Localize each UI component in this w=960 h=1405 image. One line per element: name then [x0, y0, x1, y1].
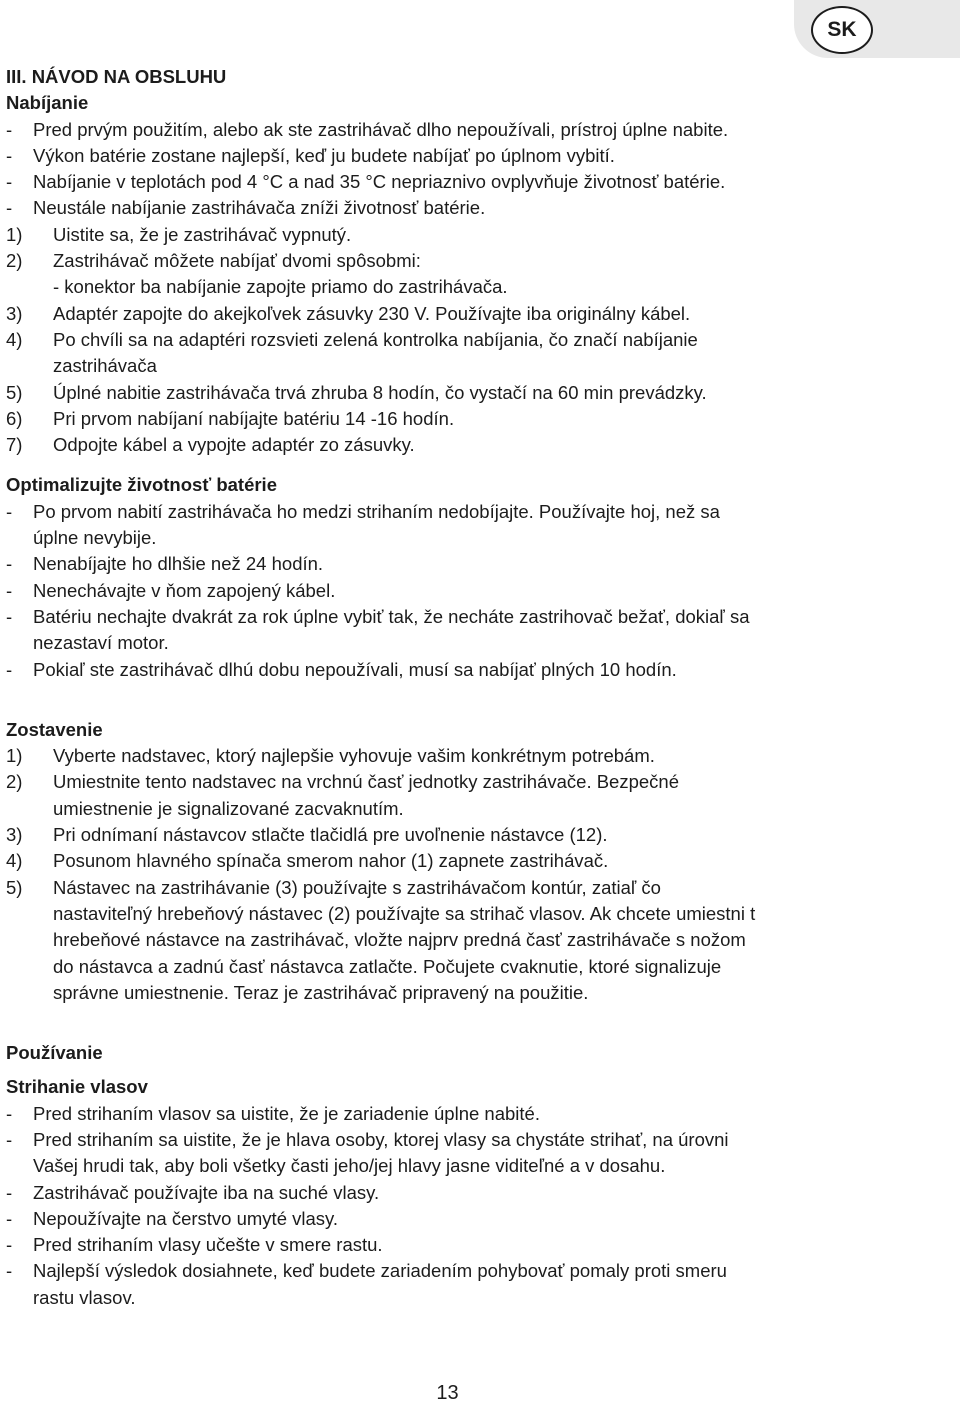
list-item: 5) Úplné nabitie zastrihávača trvá zhruba 8 hodín, čo vystačí na 60 min prevádzky.	[6, 381, 707, 403]
list-item: 3) Adaptér zapojte do akejkoľvek zásuvky 230 V. Používajte iba originálny kábel.	[6, 302, 691, 324]
list-item: 2) Umiestnite tento nadstavec na vrchnú časť jednotky zastrihávače. Bezpečné	[6, 771, 680, 793]
language-badge: SK	[811, 6, 873, 54]
list-item: - Nenabíjajte ho dlhšie než 24 hodín.	[6, 553, 324, 575]
list-item: 7) Odpojte kábel a vypojte adaptér zo zásuvky.	[6, 434, 415, 456]
list-item: 4) Posunom hlavného spínača smerom nahor (1) zapnete zastrihávač.	[6, 850, 609, 872]
list-item: - konektor ba nabíjanie zapojte priamo do zastrihávača.	[53, 276, 508, 298]
list-item: Vašej hrudi tak, aby boli všetky časti jeho/jej hlavy jasne viditeľné a v dosahu.	[33, 1155, 666, 1177]
section-title: III. NÁVOD NA OBSLUHU	[6, 66, 227, 87]
list-item: nezastaví motor.	[33, 632, 169, 654]
list-item: - Pred strihaním sa uistite, že je hlava osoby, ktorej vlasy sa chystáte strihať, na úrovni	[6, 1128, 729, 1150]
list-item: - Pred strihaním vlasov sa uistite, že je zariadenie úplne nabité.	[6, 1102, 540, 1124]
list-item: 3) Pri odnímaní nástavcov stlačte tlačidlá pre uvoľnenie nástavce (12).	[6, 824, 608, 846]
list-item: umiestnenie je signalizované zacvaknutím.	[53, 797, 404, 819]
list-item: - Nabíjanie v teplotách pod 4 °C a nad 35 °C nepriaznivo ovplyvňuje životnosť batérie.	[6, 171, 726, 193]
list-item: 1) Vyberte nadstavec, ktorý najlepšie vyhovuje vašim konkrétnym potrebám.	[6, 745, 655, 767]
list-item: - Neustále nabíjanie zastrihávača zníži životnosť batérie.	[6, 197, 486, 219]
list-item: do nástavca a zadnú časť nástavca zatlačte. Počujete cvaknutie, ktoré signalizuje	[53, 955, 722, 977]
list-item: správne umiestnenie. Teraz je zastrihávač pripravený na použitie.	[53, 981, 589, 1003]
list-item: - Zastrihávač používajte iba na suché vlasy.	[6, 1181, 380, 1203]
list-item: - Výkon batérie zostane najlepší, keď ju budete nabíjať po úplnom vybití.	[6, 144, 615, 166]
list-item: - Nenechávajte v ňom zapojený kábel.	[6, 579, 336, 601]
usage-subheading: Strihanie vlasov	[6, 1076, 148, 1098]
list-item: 2) Zastrihávač môžete nabíjať dvomi spôsobmi:	[6, 250, 421, 272]
list-item: zastrihávača	[53, 355, 157, 377]
list-item: - Nepoužívajte na čerstvo umyté vlasy.	[6, 1207, 339, 1229]
page-number: 13	[436, 1382, 459, 1404]
list-item: 5) Nástavec na zastrihávanie (3) používajte s zastrihávačom kontúr, zatiaľ čo	[6, 876, 661, 898]
list-item: - Pokiaľ ste zastrihávač dlhú dobu nepoužívali, musí sa nabíjať plných 10 hodín.	[6, 658, 677, 680]
list-item: - Po prvom nabití zastrihávača ho medzi strihaním nedobíjajte. Používajte hoj, než sa	[6, 500, 720, 522]
usage-heading: Používanie	[6, 1042, 103, 1064]
assembly-heading: Zostavenie	[6, 718, 103, 740]
list-item: 6) Pri prvom nabíjaní nabíjajte batériu 14 -16 hodín.	[6, 407, 455, 429]
list-item: - Batériu nechajte dvakrát za rok úplne vybiť tak, že necháte zastrihovač bežať, dokiaľ sa	[6, 605, 750, 627]
list-item: rastu vlasov.	[33, 1286, 136, 1308]
list-item: 4) Po chvíli sa na adaptéri rozsvieti zelená kontrolka nabíjania, čo značí nabíjanie	[6, 328, 698, 350]
list-item: úplne nevybije.	[33, 527, 157, 549]
battery-heading: Optimalizujte životnosť batérie	[6, 474, 277, 496]
document-body	[6, 64, 906, 1311]
charging-heading: Nabíjanie	[6, 92, 89, 114]
list-item: 1) Uistite sa, že je zastrihávač vypnutý.	[6, 223, 352, 245]
list-item: - Pred prvým použitím, alebo ak ste zastrihávač dlho nepoužívali, prístroj úplne nabite.	[6, 118, 729, 140]
list-item: nastaviteľný hrebeňový nástavec (2) používajte sa strihač vlasov. Ak chcete umiestni t	[53, 902, 756, 924]
list-item: - Najlepší výsledok dosiahnete, keď budete zariadením pohybovať pomaly proti smeru	[6, 1260, 727, 1282]
list-item: hrebeňové nástavce na zastrihávač, vložte najprv predná časť zastrihávače s nožom	[53, 929, 746, 951]
list-item: - Pred strihaním vlasy učešte v smere rastu.	[6, 1234, 383, 1256]
